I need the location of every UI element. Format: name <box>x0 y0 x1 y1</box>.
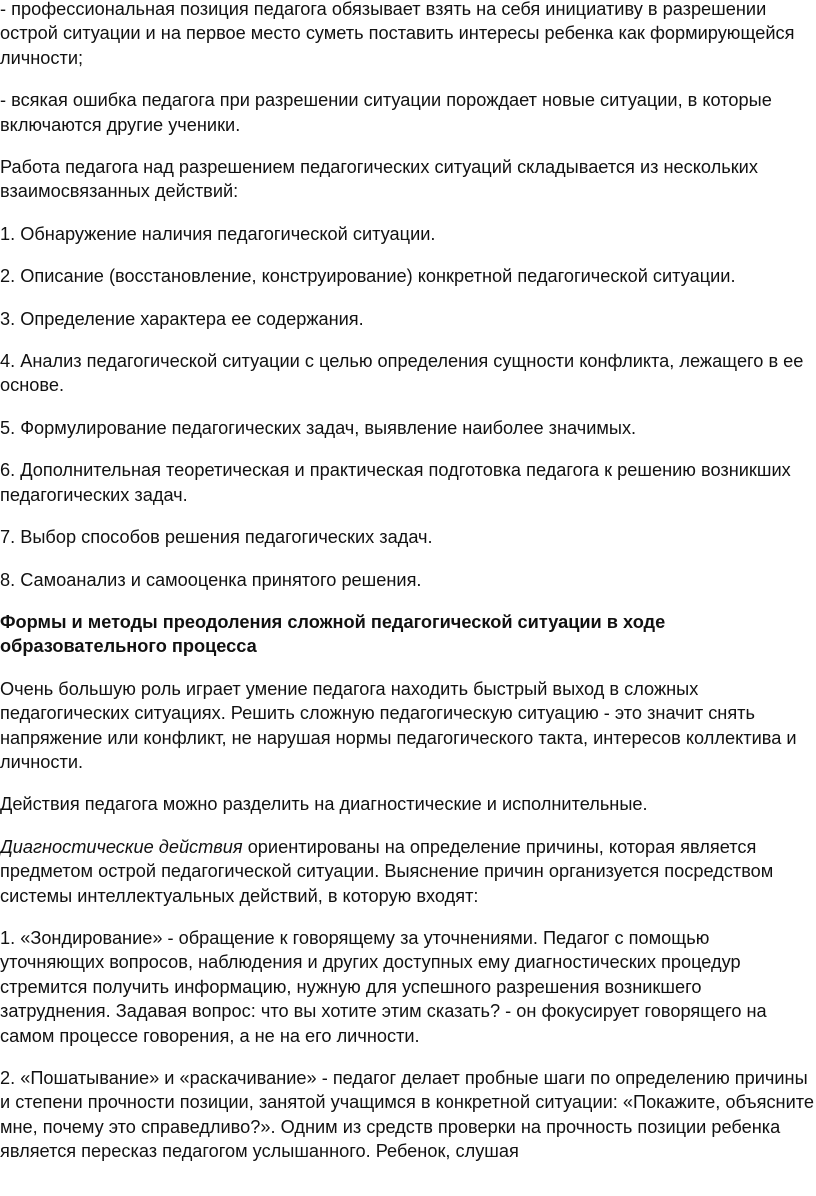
paragraph-role-of-skill: Очень большую роль играет умение педагога находить быстрый выход в сложных педагогических ситуациях. Решить сложную педагогическую ситуацию - это значит снять напряжение или конфликт, не нарушая нормы педагогического такта, интересов коллектива и личности. <box>0 678 797 772</box>
section-heading: Формы и методы преодоления сложной педагогической ситуации в ходе образовательного процесса <box>0 611 666 657</box>
list-item-step-7: 7. Выбор способов решения педагогических задач. <box>0 527 433 548</box>
list-item-step-3: 3. Определение характера ее содержания. <box>0 308 364 329</box>
paragraph-professional-position: - профессиональная позиция педагога обязывает взять на себя инициативу в разрешении острой ситуации и на первое место суметь поставить интересы ребенка как формирующейся личности; <box>0 0 795 68</box>
list-item-step-2: 2. Описание (восстановление, конструирование) конкретной педагогической ситуации. <box>0 266 736 287</box>
diagnostic-actions-text: ориентированы на определение причины, которая является предметом острой педагогической ситуации. Выяснение причин организуется посредством системы интеллектуальных действий, в которую входят: <box>0 836 774 906</box>
paragraph-teacher-error: - всякая ошибка педагога при разрешении ситуации порождает новые ситуации, в которые включаются другие ученики. <box>0 90 772 135</box>
paragraph-shaking: 2. «Пошатывание» и «раскачивание» - педагог делает пробные шаги по определению причины и степени прочности позиции, занятой учащимся в конкретной ситуации: «Покажите, объясните мне, почему это справедливо?». Одним из средств проверки на прочность позиции ребенка является пересказ педагогом услышанного. Ребенок, слушая <box>0 1068 815 1162</box>
list-item-step-8: 8. Самоанализ и самооценка принятого решения. <box>0 569 422 590</box>
paragraph-work-intro: Работа педагога над разрешением педагогических ситуаций складывается из нескольких взаимосвязанных действий: <box>0 157 758 202</box>
list-item-step-6: 6. Дополнительная теоретическая и практическая подготовка педагога к решению возникших педагогических задач. <box>0 460 791 505</box>
paragraph-diagnostic-actions <box>0 835 816 908</box>
list-item-step-1: 1. Обнаружение наличия педагогической ситуации. <box>0 223 436 244</box>
paragraph-actions-split: Действия педагога можно разделить на диагностические и исполнительные. <box>0 794 648 815</box>
list-item-step-5: 5. Формулирование педагогических задач, выявление наиболее значимых. <box>0 417 637 438</box>
list-item-step-4: 4. Анализ педагогической ситуации с целью определения сущности конфликта, лежащего в ее основе. <box>0 351 804 396</box>
italic-term: Диагностические действия <box>0 836 243 857</box>
paragraph-probing: 1. «Зондирование» - обращение к говорящему за уточнениями. Педагог с помощью уточняющих вопросов, наблюдения и других доступных ему диагностических процедур стремится получить информацию, нужную для успешного разрешения возникшего затруднения. Задавая вопрос: что вы хотите этим сказать? - он фокусирует говорящего на самом процессе говорения, а не на его личности. <box>0 927 767 1046</box>
